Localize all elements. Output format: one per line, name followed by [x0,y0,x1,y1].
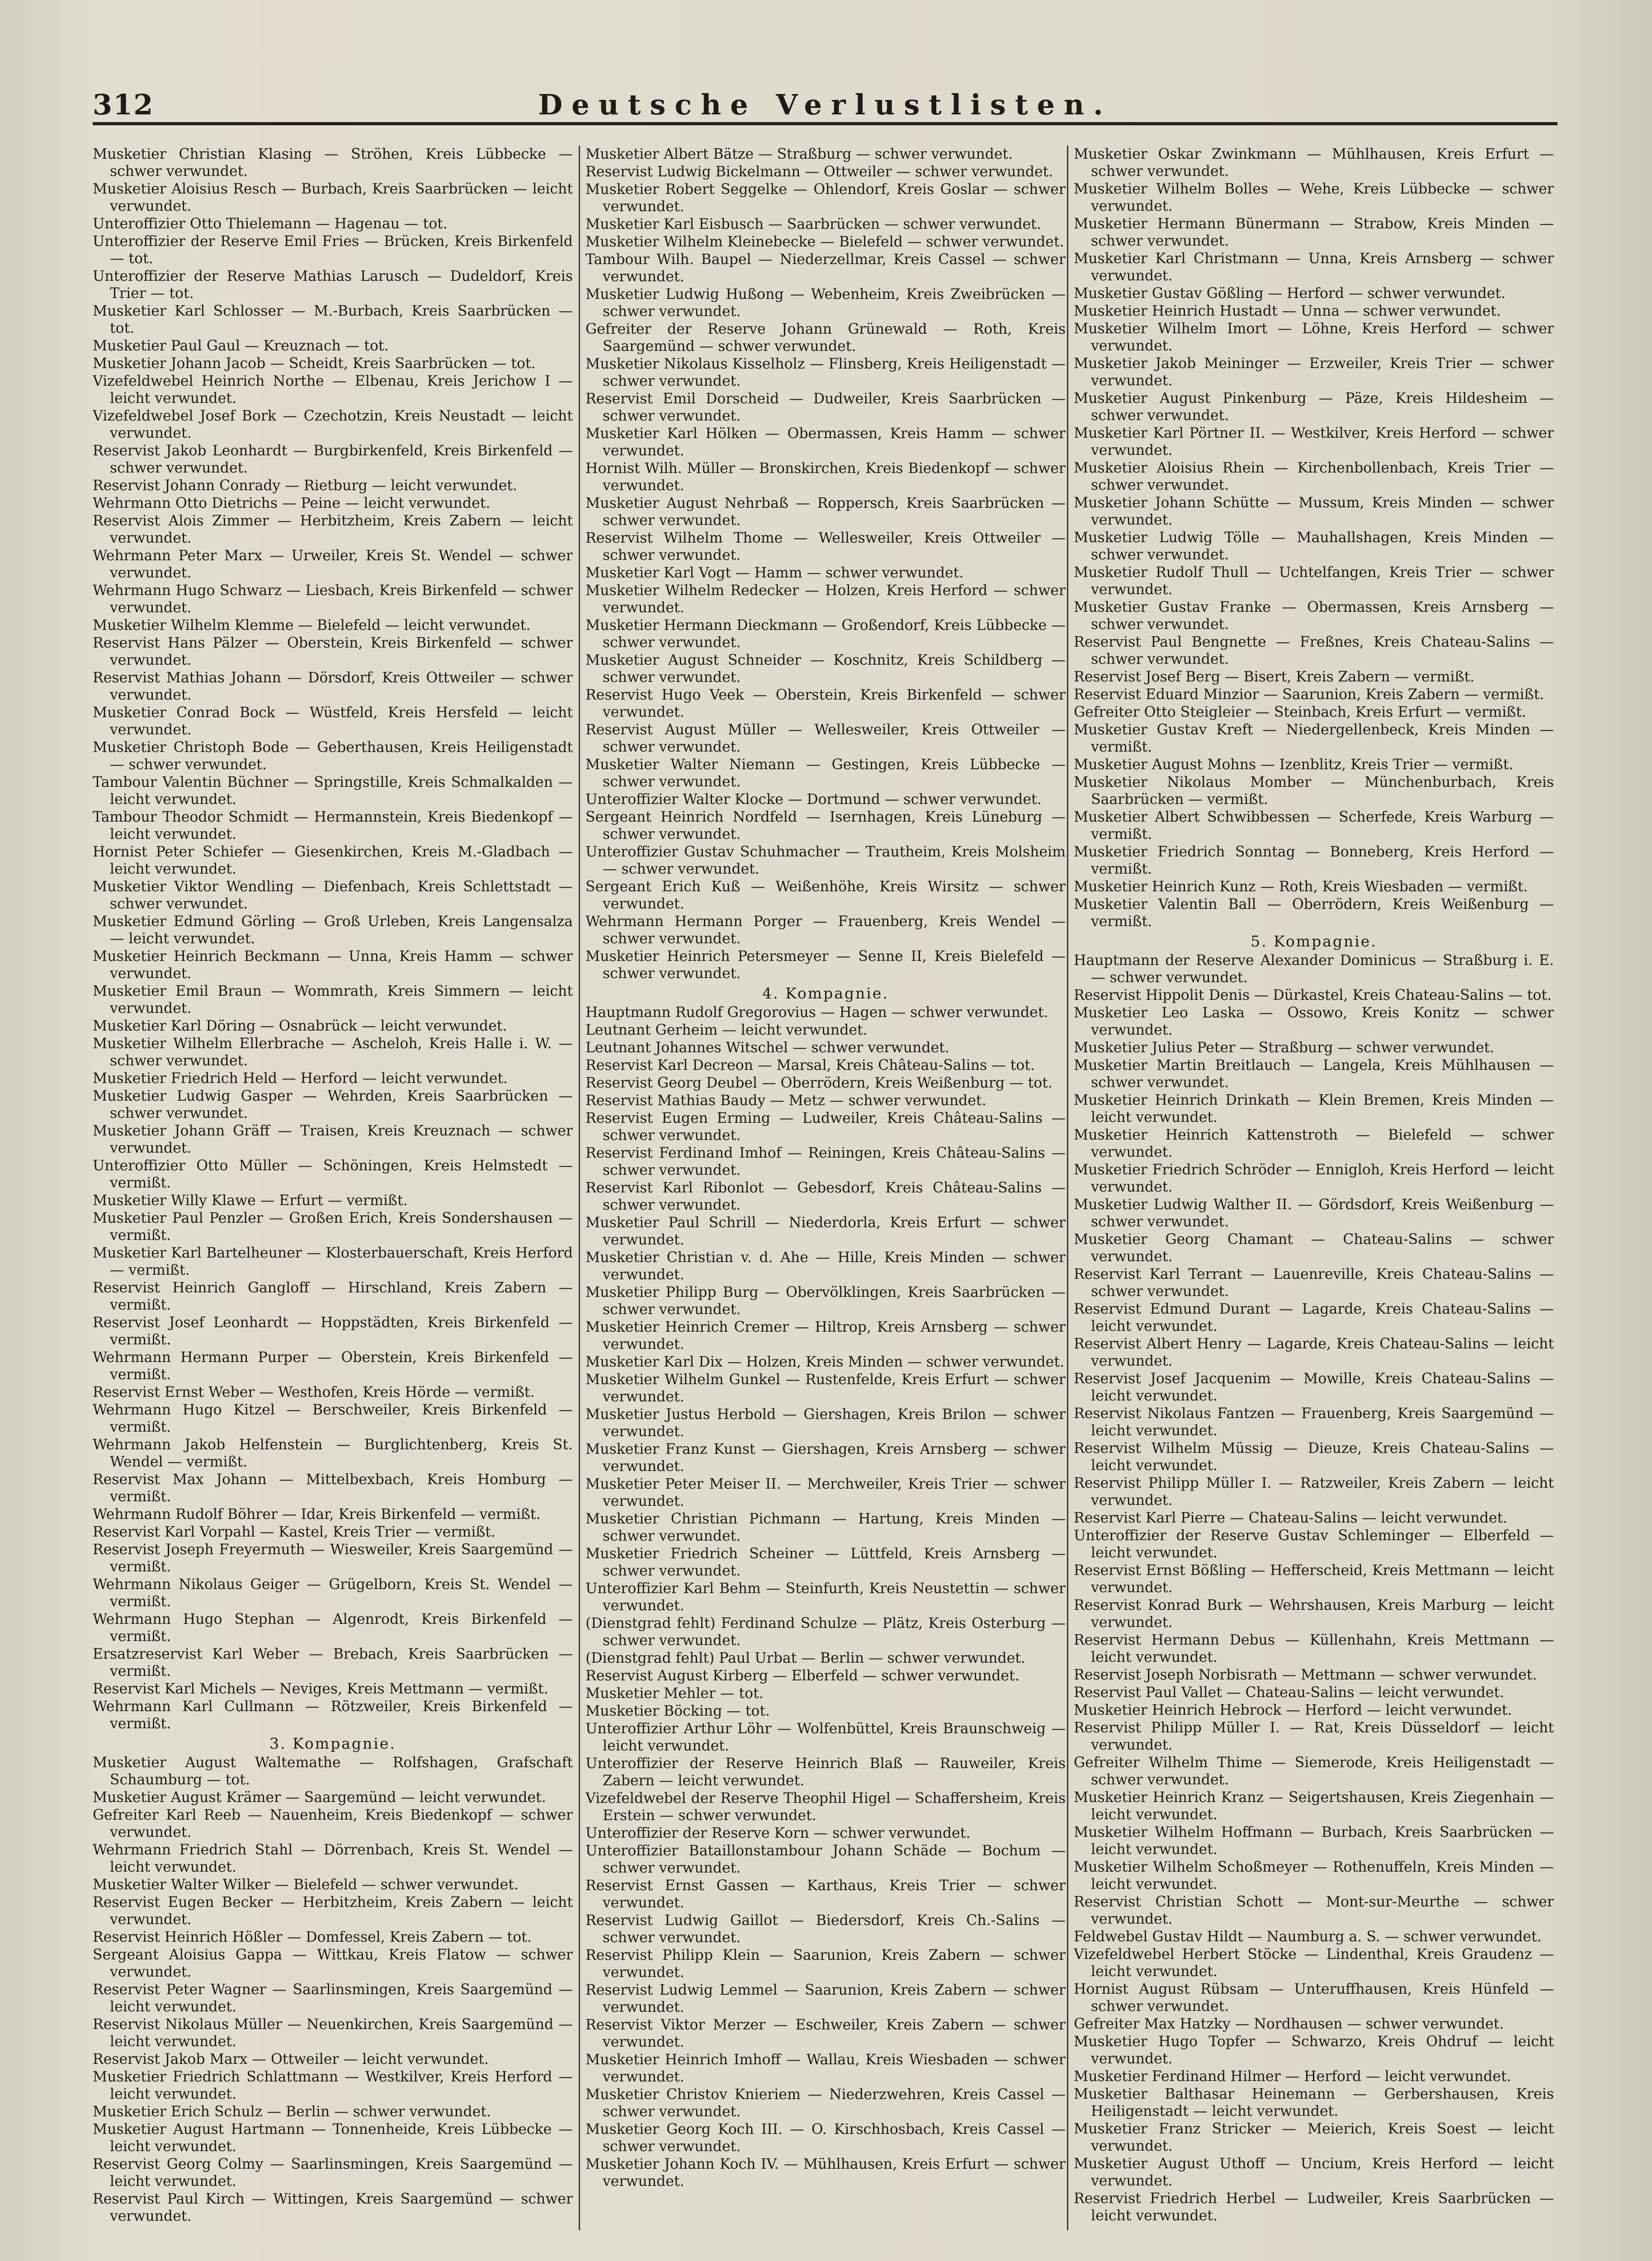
casualty-entry: Musketier Albert Bätze — Straßburg — schwer verwundet. [585,146,1013,162]
casualty-entry: Musketier Johann Koch IV. — Mühlhausen, Kreis Erfurt — schwer verwundet. [585,2156,1066,2190]
casualty-entry: Musketier Heinrich Beckmann — Unna, Kreis Hamm — schwer verwundet. [93,948,573,982]
casualty-entry: Musketier Nikolaus Momber — Münchenburbach, Kreis Saarbrücken — vermißt. [1074,774,1554,808]
casualty-entry: Musketier Edmund Görling — Groß Urleben, Kreis Langensalza — leicht verwundet. [93,913,573,947]
casualty-entry: Hornist Wilh. Müller — Bronskirchen, Kreis Biedenkopf — schwer verwundet. [585,460,1066,494]
casualty-entry: Musketier Karl Pörtner II. — Westkilver, Kreis Herford — schwer verwundet. [1074,425,1554,459]
header-rule [93,122,1558,125]
casualty-entry: Musketier Georg Chamant — Chateau-Salins — schwer verwundet. [1074,1231,1554,1265]
casualty-entry: Musketier Willy Klawe — Erfurt — vermißt. [93,1192,408,1209]
casualty-entry: Reservist Johann Conrady — Rietburg — leicht verwundet. [93,478,518,494]
column-1 [93,146,573,2233]
casualty-entry: Musketier Heinrich Petersmeyer — Senne II, Kreis Bielefeld — schwer verwundet. [585,948,1066,982]
casualty-entry: Reservist Wilhelm Thome — Wellesweiler, Kreis Ottweiler — schwer verwundet. [585,530,1066,563]
casualty-entry: (Dienstgrad fehlt) Ferdinand Schulze — Plätz, Kreis Osterburg — schwer verwundet. [585,1615,1066,1649]
casualty-entry: Reservist Heinrich Hößler — Domfessel, Kreis Zabern — tot. [93,1929,532,1945]
casualty-entry: Hauptmann der Reserve Alexander Dominicus — Straßburg i. E. — schwer verwundet. [1074,952,1554,986]
casualty-entry: Sergeant Heinrich Nordfeld — Isernhagen, Kreis Lüneburg — schwer verwundet. [585,809,1066,842]
casualty-entry: Musketier Christov Knieriem — Niederzwehren, Kreis Cassel — schwer verwundet. [585,2086,1066,2120]
casualty-entry: Reservist Ludwig Gaillot — Biedersdorf, Kreis Ch.-Salins — schwer verwundet. [585,1912,1066,1946]
casualty-entry: Musketier Wilhelm Imort — Löhne, Kreis Herford — schwer verwundet. [1074,321,1554,354]
casualty-entry: Musketier Paul Schrill — Niederdorla, Kreis Erfurt — schwer verwundet. [585,1215,1066,1248]
casualty-entry: Reservist Hermann Debus — Küllenhahn, Kreis Mettmann — leicht verwundet. [1074,1632,1554,1665]
casualty-entry: Reservist Max Johann — Mittelbexbach, Kreis Homburg — vermißt. [93,1471,573,1505]
casualty-entry: Unteroffizier Karl Behm — Steinfurth, Kreis Neustettin — schwer verwundet. [585,1580,1066,1614]
casualty-entry: Reservist Georg Deubel — Oberrödern, Kreis Weißenburg — tot. [585,1075,1053,1091]
casualty-entry: Musketier Balthasar Heinemann — Gerbershausen, Kreis Heiligenstadt — leicht verwundet. [1074,2086,1554,2119]
casualty-entry: Reservist Nikolaus Fantzen — Frauenberg, Kreis Saargemünd — leicht verwundet. [1074,1405,1554,1439]
casualty-entry: Reservist Philipp Müller I. — Ratzweiler, Kreis Zabern — leicht verwundet. [1074,1475,1554,1509]
casualty-entry: Reservist Mathias Baudy — Metz — schwer verwundet. [585,1093,986,1109]
section-heading: 5. Kompagnie. [1251,932,1377,950]
casualty-entry: Reservist Eugen Becker — Herbitzheim, Kreis Zabern — leicht verwundet. [93,1894,573,1928]
casualty-entry: Musketier Heinrich Kranz — Seigertshausen, Kreis Ziegenhain — leicht verwundet. [1074,1789,1554,1823]
casualty-entry: Reservist Jakob Marx — Ottweiler — leicht verwundet. [93,2051,489,2067]
casualty-entry: Musketier Karl Vogt — Hamm — schwer verwundet. [585,565,964,581]
casualty-entry: Vizefeldwebel der Reserve Theophil Higel — Schaffersheim, Kreis Erstein — schwer verwundet. [585,1790,1066,1824]
casualty-entry: Gefreiter Otto Steigleier — Steinbach, Kreis Erfurt — vermißt. [1074,704,1526,720]
casualty-entry: Musketier Franz Stricker — Meierich, Kreis Soest — leicht verwundet. [1074,2121,1554,2154]
casualty-entry: Reservist Karl Pierre — Chateau-Salins — leicht verwundet. [1074,1510,1508,1526]
casualty-entry: Musketier Ludwig Hußong — Webenheim, Kreis Zweibrücken — schwer verwundet. [585,286,1066,320]
casualty-entry: Musketier Karl Christmann — Unna, Kreis Arnsberg — schwer verwundet. [1074,251,1554,284]
casualty-entry: Wehrmann Nikolaus Geiger — Grügelborn, Kreis St. Wendel — vermißt. [93,1576,573,1610]
column-divider [1067,146,1068,2230]
casualty-entry: Musketier Albert Schwibbessen — Scherfede, Kreis Warburg — vermißt. [1074,809,1554,842]
casualty-entry: Musketier Paul Penzler — Großen Erich, Kreis Sondershausen — vermißt. [93,1210,573,1244]
casualty-entry: Musketier Franz Kunst — Giershagen, Kreis Arnsberg — schwer verwundet. [585,1441,1066,1475]
casualty-entry: Sergeant Erich Kuß — Weißenhöhe, Kreis Wirsitz — schwer verwundet. [585,879,1066,912]
casualty-entry: Unteroffizier Otto Thielemann — Hagenau — tot. [93,216,448,232]
casualty-entry: Musketier Heinrich Hebrock — Herford — leicht verwundet. [1074,1702,1512,1718]
casualty-entry: Musketier Friedrich Schlattmann — Westkilver, Kreis Herford — leicht verwundet. [93,2069,573,2102]
casualty-entry: Reservist Karl Vorpahl — Kastel, Kreis Trier — vermißt. [93,1524,496,1540]
casualty-entry: Musketier Julius Peter — Straßburg — schwer verwundet. [1074,1040,1495,1056]
casualty-entry: Musketier Gustav Gößling — Herford — schwer verwundet. [1074,285,1506,302]
casualty-entry: Tambour Wilh. Baupel — Niederzellmar, Kreis Cassel — schwer verwundet. [585,251,1066,285]
casualty-entry: Gefreiter Karl Reeb — Nauenheim, Kreis Biedenkopf — schwer verwundet. [93,1807,573,1840]
casualty-entry: Reservist Ernst Weber — Westhofen, Kreis Hörde — vermißt. [93,1384,535,1400]
casualty-entry: Wehrmann Otto Dietrichs — Peine — leicht verwundet. [93,495,491,511]
casualty-entry: Musketier Heinrich Kattenstroth — Bielefeld — schwer verwundet. [1074,1127,1554,1160]
casualty-entry: Unteroffizier Walter Klocke — Dortmund — schwer verwundet. [585,791,1042,808]
casualty-entry: Reservist August Kirberg — Elberfeld — schwer verwundet. [585,1668,1020,1684]
casualty-entry: Reservist Karl Michels — Neviges, Kreis Mettmann — vermißt. [93,1681,548,1697]
casualty-entry: Reservist Alois Zimmer — Herbitzheim, Kreis Zabern — leicht verwundet. [93,513,573,546]
casualty-entry: Musketier Heinrich Kunz — Roth, Kreis Wiesbaden — vermißt. [1074,879,1528,895]
casualty-entry: Reservist Josef Leonhardt — Hoppstädten, Kreis Birkenfeld — vermißt. [93,1315,573,1348]
casualty-entry: Musketier Christian Klasing — Ströhen, Kreis Lübbecke — schwer verwundet. [93,146,573,180]
casualty-entry: Reservist Jakob Leonhardt — Burgbirkenfeld, Kreis Birkenfeld — schwer verwundet. [93,443,573,476]
casualty-entry: Musketier Karl Döring — Osnabrück — leicht verwundet. [93,1018,507,1034]
casualty-entry: Reservist Paul Bengnette — Freßnes, Kreis Chateau-Salins — schwer verwundet. [1074,634,1554,667]
casualty-entry: Musketier Wilhelm Schoßmeyer — Rothenuffeln, Kreis Minden — leicht verwundet. [1074,1859,1554,1892]
casualty-entry: Musketier Hermann Dieckmann — Großendorf, Kreis Lübbecke — schwer verwundet. [585,617,1066,651]
section-heading: 4. Kompagnie. [762,984,889,1002]
casualty-entry: Musketier Karl Hölken — Obermassen, Kreis Hamm — schwer verwundet. [585,426,1066,459]
casualty-entry: Musketier Erich Schulz — Berlin — schwer verwundet. [93,2104,491,2120]
casualty-entry: Reservist Peter Wagner — Saarlinsmingen, Kreis Saargemünd — leicht verwundet. [93,1982,573,2015]
casualty-entry: Reservist Karl Decreon — Marsal, Kreis Château-Salins — tot. [585,1057,1035,1074]
casualty-entry: Musketier Karl Eisbusch — Saarbrücken — schwer verwundet. [585,216,1041,232]
casualty-entry: Musketier Ludwig Walther II. — Gördsdorf, Kreis Weißenburg — schwer verwundet. [1074,1197,1554,1230]
casualty-entry: Wehrmann Hugo Stephan — Algenrodt, Kreis Birkenfeld — vermißt. [93,1611,573,1645]
casualty-entry: Hauptmann Rudolf Gregorovius — Hagen — schwer verwundet. [585,1004,1048,1021]
casualty-entry: Musketier Friedrich Sonntag — Bonneberg, Kreis Herford — vermißt. [1074,844,1554,877]
casualty-entry: Musketier Karl Dix — Holzen, Kreis Minden — schwer verwundet. [585,1354,1065,1370]
casualty-entry: Reservist Ludwig Lemmel — Saarunion, Kreis Zabern — schwer verwundet. [585,1982,1066,2015]
casualty-entry: Musketier Leo Laska — Ossowo, Kreis Konitz — schwer verwundet. [1074,1005,1554,1038]
casualty-entry: Musketier Aloisius Rhein — Kirchenbollenbach, Kreis Trier — schwer verwundet. [1074,460,1554,493]
casualty-entry: Wehrmann Hermann Purper — Oberstein, Kreis Birkenfeld — vermißt. [93,1349,573,1383]
casualty-entry: Reservist Ferdinand Imhof — Reiningen, Kreis Château-Salins — schwer verwundet. [585,1145,1066,1178]
casualty-entry: Musketier Johann Jacob — Scheidt, Kreis Saarbrücken — tot. [93,355,536,372]
casualty-entry: Feldwebel Gustav Hildt — Naumburg a. S. — schwer verwundet. [1074,1929,1542,1945]
casualty-entry: Reservist Friedrich Herbel — Ludweiler, Kreis Saarbrücken — leicht verwundet. [1074,2190,1554,2224]
casualty-entry: Musketier Ludwig Tölle — Mauhallshagen, Kreis Minden — schwer verwundet. [1074,530,1554,563]
casualty-entry: Wehrmann Hugo Kitzel — Berschweiler, Kreis Birkenfeld — vermißt. [93,1402,573,1435]
casualty-entry: Unteroffizier Gustav Schuhmacher — Trautheim, Kreis Molsheim — schwer verwundet. [585,844,1066,877]
casualty-entry: Reservist Ernst Bößling — Hefferscheid, Kreis Mettmann — leicht verwundet. [1074,1562,1554,1596]
casualty-entry: Reservist Ernst Gassen — Karthaus, Kreis Trier — schwer verwundet. [585,1878,1066,1911]
casualty-entry: Reservist Philipp Müller I. — Rat, Kreis Düsseldorf — leicht verwundet. [1074,1720,1554,1753]
casualty-entry: Musketier Böcking — tot. [585,1703,770,1719]
casualty-entry: (Dienstgrad fehlt) Paul Urbat — Berlin — schwer verwundet. [585,1650,1025,1666]
casualty-entry: Reservist Nikolaus Müller — Neuenkirchen, Kreis Saargemünd — leicht verwundet. [93,2016,573,2050]
casualty-entry: Musketier August Uthoff — Uncium, Kreis Herford — leicht verwundet. [1074,2156,1554,2189]
casualty-entry: Tambour Valentin Büchner — Springstille, Kreis Schmalkalden — leicht verwundet. [93,774,573,808]
casualty-entry: Musketier Viktor Wendling — Diefenbach, Kreis Schlettstadt — schwer verwundet. [93,879,573,912]
running-title: Deutsche Verlustlisten. [538,88,1112,121]
column-divider [579,146,580,2230]
casualty-entry: Musketier Christoph Bode — Geberthausen, Kreis Heiligenstadt — schwer verwundet. [93,739,573,773]
casualty-entry: Musketier Wilhelm Bolles — Wehe, Kreis Lübbecke — schwer verwundet. [1074,181,1554,214]
casualty-entry: Gefreiter Wilhelm Thime — Siemerode, Kreis Heiligenstadt — schwer verwundet. [1074,1755,1554,1788]
casualty-entry: Reservist Hugo Veek — Oberstein, Kreis Birkenfeld — schwer verwundet. [585,687,1066,720]
casualty-entry: Reservist Eduard Minzior — Saarunion, Kreis Zabern — vermißt. [1074,686,1544,703]
casualty-entry: Reservist Hans Pälzer — Oberstein, Kreis Birkenfeld — schwer verwundet. [93,635,573,668]
casualty-entry: Musketier Christian v. d. Ahe — Hille, Kreis Minden — schwer verwundet. [585,1249,1066,1283]
casualty-entry: Musketier August Schneider — Koschnitz, Kreis Schildberg — schwer verwundet. [585,652,1066,686]
casualty-entry: Reservist Karl Terrant — Lauenreville, Kreis Chateau-Salins — schwer verwundet. [1074,1266,1554,1300]
casualty-entry: Musketier Hermann Bünermann — Strabow, Kreis Minden — schwer verwundet. [1074,216,1554,249]
casualty-entry: Reservist Heinrich Gangloff — Hirschland, Kreis Zabern — vermißt. [93,1280,573,1313]
casualty-entry: Musketier Wilhelm Klemme — Bielefeld — leicht verwundet. [93,617,531,634]
casualty-entry: Reservist Edmund Durant — Lagarde, Kreis Chateau-Salins — leicht verwundet. [1074,1301,1554,1334]
casualty-entry: Musketier Johann Schütte — Mussum, Kreis Minden — schwer verwundet. [1074,495,1554,528]
page-number: 312 [93,88,154,121]
casualty-entry: Musketier Georg Koch III. — O. Kirschhosbach, Kreis Cassel — schwer verwundet. [585,2121,1066,2155]
casualty-entry: Musketier Johann Gräff — Traisen, Kreis Kreuznach — schwer verwundet. [93,1123,573,1156]
casualty-entry: Wehrmann Jakob Helfenstein — Burglichtenberg, Kreis St. Wendel — vermißt. [93,1437,573,1470]
casualty-entry: Reservist Paul Kirch — Wittingen, Kreis Saargemünd — schwer verwundet. [93,2191,573,2224]
casualty-entry: Musketier Oskar Zwinkmann — Mühlhausen, Kreis Erfurt — schwer verwundet. [1074,146,1554,180]
casualty-entry: Reservist Ludwig Bickelmann — Ottweiler — schwer verwundet. [585,164,1053,180]
casualty-entry: Musketier Walter Wilker — Bielefeld — schwer verwundet. [93,1877,519,1893]
casualty-entry: Reservist Albert Henry — Lagarde, Kreis Chateau-Salins — leicht verwundet. [1074,1336,1554,1369]
casualty-entry: Reservist Christian Schott — Mont-sur-Meurthe — schwer verwundet. [1074,1894,1554,1927]
casualty-entry: Musketier August Hartmann — Tonnenheide, Kreis Lübbecke — leicht verwundet. [93,2121,573,2155]
casualty-entry: Unteroffizier Bataillonstambour Johann Schäde — Bochum — schwer verwundet. [585,1843,1066,1876]
casualty-entry: Musketier Emil Braun — Wommrath, Kreis Simmern — leicht verwundet. [93,983,573,1017]
casualty-entry: Musketier Walter Niemann — Gestingen, Kreis Lübbecke — schwer verwundet. [585,757,1066,790]
casualty-entry: Wehrmann Peter Marx — Urweiler, Kreis St. Wendel — schwer verwundet. [93,548,573,581]
casualty-entry: Musketier August Waltemathe — Rolfshagen, Grafschaft Schaumburg — tot. [93,1755,573,1788]
casualty-entry: Gefreiter Max Hatzky — Nordhausen — schwer verwundet. [1074,2016,1504,2032]
casualty-entry: Wehrmann Rudolf Böhrer — Idar, Kreis Birkenfeld — vermißt. [93,1506,541,1523]
section-heading: 3. Kompagnie. [269,1735,396,1752]
casualty-entry: Hornist August Rübsam — Unteruffhausen, Kreis Hünfeld — schwer verwundet. [1074,1981,1554,2015]
casualty-entry: Reservist Hippolit Denis — Dürkastel, Kreis Chateau-Salins — tot. [1074,987,1552,1003]
casualty-entry: Musketier Heinrich Drinkath — Klein Bremen, Kreis Minden — leicht verwundet. [1074,1092,1554,1126]
casualty-entry: Reservist Josef Jacquenim — Mowille, Kreis Chateau-Salins — leicht verwundet. [1074,1371,1554,1404]
casualty-entry: Reservist Paul Vallet — Chateau-Salins — leicht verwundet. [1074,1684,1505,1701]
casualty-entry: Unteroffizier der Reserve Emil Fries — Brücken, Kreis Birkenfeld — tot. [93,233,573,267]
casualty-entry: Musketier Valentin Ball — Oberrödern, Kreis Weißenburg — vermißt. [1074,896,1554,930]
casualty-entry: Musketier Karl Schlosser — M.-Burbach, Kreis Saarbrücken — tot. [93,303,573,336]
casualty-entry: Musketier Rudolf Thull — Uchtelfangen, Kreis Trier — schwer verwundet. [1074,564,1554,598]
casualty-entry: Reservist Karl Ribonlot — Gebesdorf, Kreis Château-Salins — schwer verwundet. [585,1180,1066,1213]
casualty-entry: Musketier Hugo Topfer — Schwarzo, Kreis Ohdruf — leicht verwundet. [1074,2034,1554,2067]
casualty-entry: Wehrmann Friedrich Stahl — Dörrenbach, Kreis St. Wendel — leicht verwundet. [93,1842,573,1875]
casualty-entry: Musketier August Nehrbaß — Roppersch, Kreis Saarbrücken — schwer verwundet. [585,495,1066,529]
casualty-entry: Leutnant Johannes Witschel — schwer verwundet. [585,1040,949,1056]
casualty-entry: Musketier Paul Gaul — Kreuznach — tot. [93,338,389,354]
casualty-entry: Musketier August Mohns — Izenblitz, Kreis Trier — vermißt. [1074,757,1514,773]
casualty-entry: Musketier Aloisius Resch — Burbach, Kreis Saarbrücken — leicht verwundet. [93,181,573,214]
casualty-entry: Musketier August Krämer — Saargemünd — leicht verwundet. [93,1789,546,1806]
casualty-entry: Reservist Joseph Norbisrath — Mettmann — schwer verwundet. [1074,1667,1537,1683]
casualty-entry: Musketier Friedrich Schröder — Ennigloh, Kreis Herford — leicht verwundet. [1074,1162,1554,1195]
casualty-entry: Musketier Mehler — tot. [585,1685,764,1702]
casualty-entry: Musketier Ferdinand Hilmer — Herford — leicht verwundet. [1074,2068,1511,2085]
casualty-entry: Reservist Josef Berg — Bisert, Kreis Zabern — vermißt. [1074,669,1475,685]
casualty-entry: Musketier Justus Herbold — Giershagen, Kreis Brilon — schwer verwundet. [585,1406,1066,1440]
casualty-entry: Wehrmann Hermann Porger — Frauenberg, Kreis Wendel — schwer verwundet. [585,913,1066,947]
casualty-entry: Reservist Emil Dorscheid — Dudweiler, Kreis Saarbrücken — schwer verwundet. [585,391,1066,424]
casualty-entry: Musketier Christian Pichmann — Hartung, Kreis Minden — schwer verwundet. [585,1511,1066,1544]
casualty-entry: Hornist Peter Schiefer — Giesenkirchen, Kreis M.-Gladbach — leicht verwundet. [93,844,573,877]
casualty-entry: Musketier Jakob Meininger — Erzweiler, Kreis Trier — schwer verwundet. [1074,355,1554,389]
casualty-entry: Reservist Konrad Burk — Wehrshausen, Kreis Marburg — leicht verwundet. [1074,1597,1554,1631]
casualty-entry: Musketier Philipp Burg — Obervölklingen, Kreis Saarbrücken — schwer verwundet. [585,1284,1066,1318]
casualty-entry: Unteroffizier Otto Müller — Schöningen, Kreis Helmstedt — vermißt. [93,1158,573,1191]
casualty-entry: Sergeant Aloisius Gappa — Wittkau, Kreis Flatow — schwer verwundet. [93,1947,573,1980]
casualty-entry: Musketier Gustav Kreft — Niedergellenbeck, Kreis Minden — vermißt. [1074,722,1554,755]
casualty-entry: Unteroffizier der Reserve Korn — schwer verwundet. [585,1825,971,1841]
casualty-entry: Reservist Philipp Klein — Saarunion, Kreis Zabern — schwer verwundet. [585,1947,1066,1981]
casualty-entry: Musketier Wilhelm Redecker — Holzen, Kreis Herford — schwer verwundet. [585,582,1066,616]
casualty-entry: Musketier Gustav Franke — Obermassen, Kreis Arnsberg — schwer verwundet. [1074,599,1554,633]
casualty-entry: Unteroffizier der Reserve Heinrich Blaß — Rauweiler, Kreis Zabern — leicht verwundet. [585,1755,1066,1789]
casualty-entry: Musketier Friedrich Held — Herford — leicht verwundet. [93,1070,508,1087]
casualty-entry: Musketier Nikolaus Kisselholz — Flinsberg, Kreis Heiligenstadt — schwer verwundet. [585,356,1066,389]
casualty-entry: Musketier Conrad Bock — Wüstfeld, Kreis Hersfeld — leicht verwundet. [93,705,573,738]
casualty-entry: Musketier Peter Meiser II. — Merchweiler, Kreis Trier — schwer verwundet. [585,1476,1066,1509]
casualty-entry: Wehrmann Hugo Schwarz — Liesbach, Kreis Birkenfeld — schwer verwundet. [93,582,573,616]
casualty-entry: Musketier Wilhelm Gunkel — Rustenfelde, Kreis Erfurt — schwer verwundet. [585,1372,1066,1405]
casualty-entry: Musketier August Pinkenburg — Päze, Kreis Hildesheim — schwer verwundet. [1074,390,1554,424]
casualty-entry: Unteroffizier Arthur Löhr — Wolfenbüttel, Kreis Braunschweig — leicht verwundet. [585,1721,1066,1754]
casualty-entry: Musketier Heinrich Imhoff — Wallau, Kreis Wiesbaden — schwer verwundet. [585,2052,1066,2085]
casualty-entry: Vizefeldwebel Heinrich Northe — Elbenau, Kreis Jerichow I — leicht verwundet. [93,373,573,407]
casualty-entry: Reservist Joseph Freyermuth — Wiesweiler, Kreis Saargemünd — vermißt. [93,1542,573,1575]
casualty-entry: Unteroffizier der Reserve Gustav Schleminger — Elberfeld — leicht verwundet. [1074,1528,1554,1561]
casualty-entry: Unteroffizier der Reserve Mathias Larusch — Dudeldorf, Kreis Trier — tot. [93,268,573,302]
casualty-entry: Reservist Wilhelm Müssig — Dieuze, Kreis Chateau-Salins — leicht verwundet. [1074,1440,1554,1474]
casualty-entry: Musketier Wilhelm Kleinebecke — Bielefeld — schwer verwundet. [585,234,1064,250]
casualty-entry: Musketier Heinrich Hustadt — Unna — schwer verwundet. [1074,303,1501,319]
casualty-entry: Vizefeldwebel Josef Bork — Czechotzin, Kreis Neustadt — leicht verwundet. [93,408,573,441]
casualty-entry: Reservist Georg Colmy — Saarlinsmingen, Kreis Saargemünd — leicht verwundet. [93,2156,573,2190]
casualty-entry: Gefreiter der Reserve Johann Grünewald — Roth, Kreis Saargemünd — schwer verwundet. [585,321,1066,355]
casualty-entry: Reservist Viktor Merzer — Eschweiler, Kreis Zabern — schwer verwundet. [585,2017,1066,2050]
casualty-entry: Musketier Wilhelm Hoffmann — Burbach, Kreis Saarbrücken — leicht verwundet. [1074,1824,1554,1858]
casualty-entry: Reservist Mathias Johann — Dörsdorf, Kreis Ottweiler — schwer verwundet. [93,670,573,703]
casualty-entry: Vizefeldwebel Herbert Stöcke — Lindenthal, Kreis Graudenz — leicht verwundet. [1074,1946,1554,1980]
casualty-entry: Musketier Ludwig Gasper — Wehrden, Kreis Saarbrücken — schwer verwundet. [93,1088,573,1121]
casualty-entry: Reservist Eugen Erming — Ludweiler, Kreis Château-Salins — schwer verwundet. [585,1110,1066,1144]
column-3 [1074,146,1554,2233]
casualty-entry: Leutnant Gerheim — leicht verwundet. [585,1022,868,1038]
casualty-entry: Musketier Robert Seggelke — Ohlendorf, Kreis Goslar — schwer verwundet. [585,181,1066,215]
casualty-entry: Wehrmann Karl Cullmann — Rötzweiler, Kreis Birkenfeld — vermißt. [93,1698,573,1732]
casualty-entry: Musketier Wilhelm Ellerbrache — Ascheloh, Kreis Halle i. W. — schwer verwundet. [93,1036,573,1069]
casualty-entry: Musketier Karl Bartelheuner — Klosterbauerschaft, Kreis Herford — vermißt. [93,1245,573,1278]
casualty-entry: Tambour Theodor Schmidt — Hermannstein, Kreis Biedenkopf — leicht verwundet. [93,809,573,842]
casualty-entry: Ersatzreservist Karl Weber — Brebach, Kreis Saarbrücken — vermißt. [93,1646,573,1679]
casualty-entry: Reservist August Müller — Wellesweiler, Kreis Ottweiler — schwer verwundet. [585,722,1066,755]
casualty-entry: Musketier Martin Breitlauch — Langela, Kreis Mühlhausen — schwer verwundet. [1074,1057,1554,1091]
casualty-entry: Musketier Heinrich Cremer — Hiltrop, Kreis Arnsberg — schwer verwundet. [585,1319,1066,1353]
column-2 [585,146,1066,2233]
casualty-entry: Musketier Friedrich Scheiner — Lüttfeld, Kreis Arnsberg — schwer verwundet. [585,1546,1066,1579]
